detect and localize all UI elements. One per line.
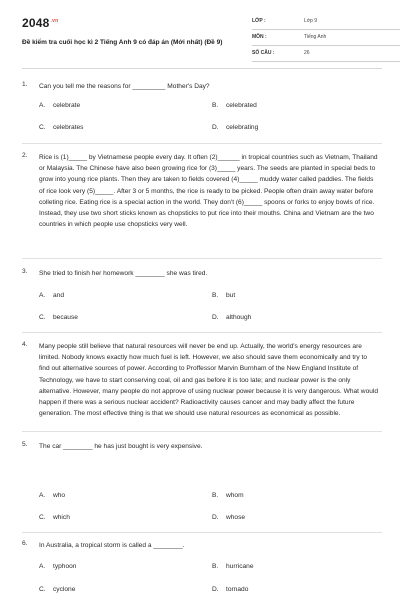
option-letter: C.: [39, 586, 46, 593]
question-divider: [22, 431, 382, 432]
question-divider: [22, 258, 382, 259]
logo-domain: .vn: [50, 18, 59, 24]
option-text: whom: [226, 492, 244, 499]
meta-label: LỚP :: [252, 18, 266, 24]
logo-text: 2048: [22, 16, 50, 30]
option-b[interactable]: [212, 492, 244, 499]
question-number: 6.: [22, 540, 28, 547]
question-text: In Australia, a tropical storm is called a ________.: [39, 542, 185, 549]
option-text: although: [226, 314, 252, 321]
option-a[interactable]: [39, 102, 80, 109]
option-d[interactable]: [212, 124, 258, 131]
question-passage: Many people still believe that natural resources will never be end up. Actually, the world's energy resources are limited. Nobody knows exactly how much fuel is left. However, we also should save them economically and try to find out alternative sources of power. According to Proffessor Marvin Burnham of the New England Institute of Technology, we have to start conserving coal, oil and gas before it is too late; and nuclear power is the only alternative. However, many people do not approve of using nuclear power because it is very dangerous. What would happen if there was a serious nuclear accident? Radioactivity causes cancer and may badly affect the future generation. The most effective thing is that we should use natural resources as economical as possible.: [39, 343, 379, 418]
option-text: celebrates: [53, 124, 84, 131]
option-text: celebrated: [226, 102, 257, 109]
option-letter: C.: [39, 314, 46, 321]
option-letter: D.: [212, 124, 219, 131]
option-text: celebrate: [53, 102, 81, 109]
option-letter: B.: [212, 292, 219, 299]
header-divider: [22, 68, 382, 69]
option-text: typhoon: [53, 563, 77, 570]
page-header: [22, 14, 382, 62]
option-c[interactable]: [39, 124, 83, 131]
option-a[interactable]: [39, 292, 64, 299]
option-b[interactable]: [212, 292, 235, 299]
option-letter: A.: [39, 102, 46, 109]
meta-table: [252, 14, 400, 62]
meta-value: 26: [304, 50, 310, 56]
option-c[interactable]: [39, 514, 70, 521]
meta-value: Tiếng Anh: [304, 34, 327, 40]
question-text: Can you tell me the reasons for _________ Mother's Day?: [39, 83, 210, 90]
question-number: 4.: [22, 341, 28, 348]
question-divider: [22, 532, 382, 533]
question-text: She tried to finish her homework ________ she was tired.: [39, 270, 208, 277]
option-letter: D.: [212, 514, 219, 521]
option-c[interactable]: [39, 314, 78, 321]
question-divider: [22, 143, 382, 144]
option-b[interactable]: [212, 102, 257, 109]
meta-row-class: [252, 14, 400, 30]
question-number: 5.: [22, 441, 28, 448]
question-passage: Rice is (1)_____ by Vietnamese people every day. It often (2)______ in tropical countries such as Vietnam, Thailand or Malaysia. The Chinese have also been growing rice for (3)_____ years. The seeds are planted in special beds to grow into young rice plants. Then they are taken to fields covered (4)_____ muddy water called paddies. The fields of rice look very (5)_____. After 3 or 5 months, the rice is ready to be picked. People often drain away water before colleting rice. Eating rice is a special action in the world. They don't (6)_____ spoons or forks to enjoy bowls of rice. Instead, they use two short sticks known as chopsticks to put rice into their mouths. China and Vietnam are the two countries in which people use chopsticks very well.: [39, 154, 378, 229]
option-letter: C.: [39, 124, 46, 131]
question-text: The car ________ he has just bought is very expensive.: [39, 443, 203, 450]
question-number: 2.: [22, 152, 28, 159]
option-letter: A.: [39, 492, 46, 499]
option-text: who: [53, 492, 66, 499]
option-text: hurricane: [226, 563, 254, 570]
meta-row-subject: [252, 30, 400, 46]
option-text: cyclone: [53, 586, 76, 593]
option-letter: A.: [39, 292, 46, 299]
option-d[interactable]: [212, 586, 248, 593]
option-letter: D.: [212, 314, 219, 321]
question-number: 1.: [22, 81, 28, 88]
option-c[interactable]: [39, 586, 75, 593]
option-text: celebrating: [226, 124, 259, 131]
option-letter: B.: [212, 563, 219, 570]
option-d[interactable]: [212, 514, 245, 521]
option-b[interactable]: [212, 563, 254, 570]
site-logo[interactable]: [22, 16, 58, 30]
option-text: and: [53, 292, 65, 299]
meta-label: MÔN :: [252, 34, 267, 40]
option-letter: B.: [212, 102, 219, 109]
option-a[interactable]: [39, 563, 76, 570]
question-number: 3.: [22, 268, 28, 275]
option-text: because: [53, 314, 78, 321]
meta-label: SỐ CÂU :: [252, 50, 275, 56]
option-letter: A.: [39, 563, 46, 570]
option-text: whose: [226, 514, 246, 521]
meta-row-count: [252, 46, 400, 62]
option-letter: C.: [39, 514, 46, 521]
option-a[interactable]: [39, 492, 65, 499]
option-d[interactable]: [212, 314, 251, 321]
option-letter: D.: [212, 586, 219, 593]
option-text: which: [53, 514, 70, 521]
option-text: tornado: [226, 586, 249, 593]
option-text: but: [226, 292, 236, 299]
document-title: Đề kiểm tra cuối học kì 2 Tiếng Anh 9 có đáp án (Mới nhất) (Đề 9): [22, 39, 223, 46]
question-divider: [22, 332, 382, 333]
meta-value: Lớp 9: [304, 18, 318, 24]
option-letter: B.: [212, 492, 219, 499]
